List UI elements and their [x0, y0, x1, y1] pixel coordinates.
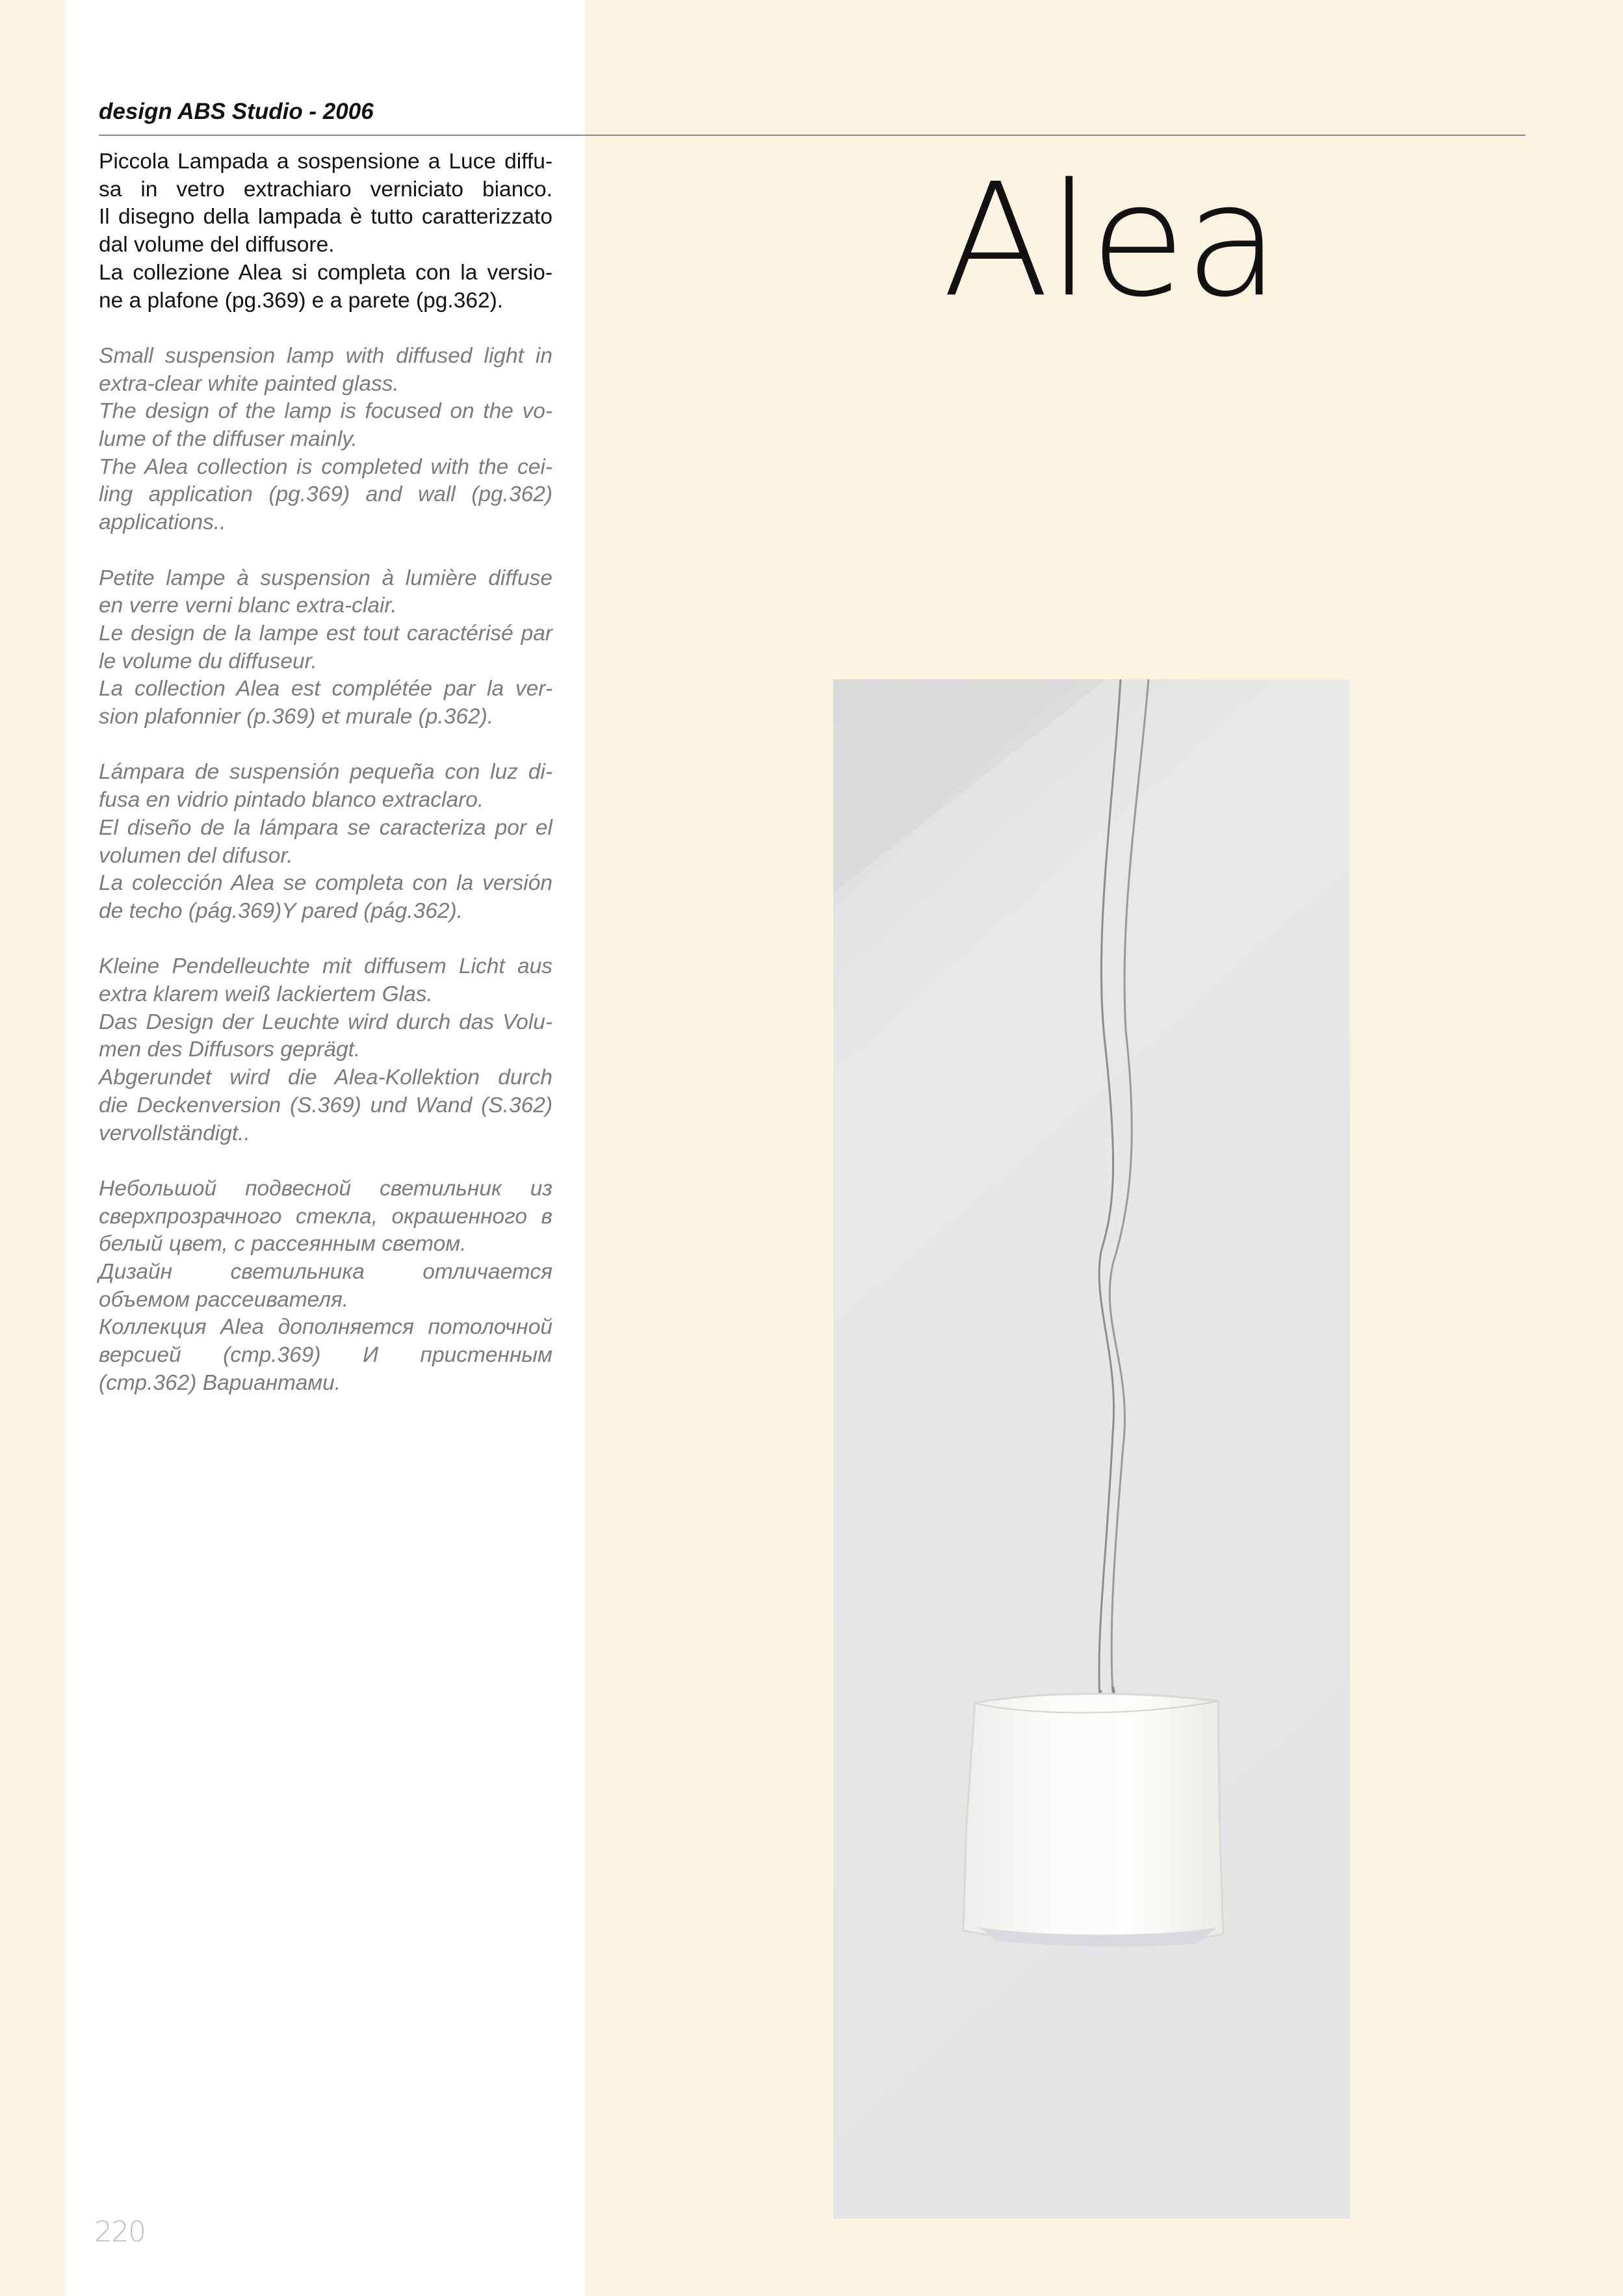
lamp-shade [963, 1694, 1223, 1943]
text-line: vervollständigt.. [99, 1121, 250, 1145]
text-line: объемом рассеивателя. [99, 1287, 349, 1312]
text-line: volumen del difusor. [99, 843, 293, 868]
text-line: La collection Alea est complétée par la ver- [99, 677, 552, 701]
text-line: men des Diffusors geprägt. [99, 1037, 361, 1062]
photo-backdrop [833, 679, 1350, 2219]
description-italian [99, 148, 552, 315]
text-line: Small suspension lamp with diffused light in [99, 343, 552, 368]
description-german [99, 953, 552, 1147]
text-line: extra klarem weiß lackiertem Glas. [99, 982, 433, 1007]
text-line: fusa en vidrio pintado blanco extraclaro. [99, 788, 484, 813]
text-line: El diseño de la lámpara se caracteriza por el [99, 815, 552, 840]
text-line: le volume du diffuseur. [99, 649, 317, 673]
pendant-lamp-illustration [833, 679, 1350, 2219]
cable-clamp [1113, 1687, 1114, 1693]
text-line: extra-clear white painted glass. [99, 371, 399, 396]
description-russian [99, 1175, 552, 1398]
text-line: The Alea collection is completed with the cei- [99, 454, 552, 479]
text-line: ling application (pg.369) and wall (pg.362) [99, 482, 552, 507]
description-french [99, 565, 552, 731]
text-line: Piccola Lampada a sospensione a Luce diffu- [99, 150, 552, 174]
design-credit: design ABS Studio - 2006 [99, 99, 374, 124]
product-title: Alea [942, 150, 1279, 332]
text-line: Kleine Pendelleuchte mit diffusem Licht aus [99, 954, 552, 979]
text-line: Дизайн светильника отличается [99, 1260, 552, 1285]
text-line: Abgerundet wird die Alea-Kollektion durch [99, 1065, 552, 1090]
text-line: Das Design der Leuchte wird durch das Volu- [99, 1010, 552, 1034]
text-line: La collezione Alea si completa con la versio- [99, 260, 552, 285]
text-line: The design of the lamp is focused on the vo- [99, 399, 552, 424]
text-line: La colección Alea se completa con la versión [99, 871, 552, 896]
text-line: Коллекция Alea дополняется потолочной [99, 1315, 552, 1340]
page-number: 220 [94, 2215, 145, 2249]
text-line: Lámpara de suspensión pequeña con luz di- [99, 760, 552, 785]
text-line: de techo (pág.369)Y pared (pág.362). [99, 898, 463, 923]
text-line: Petite lampe à suspension à lumière diffuse [99, 566, 552, 590]
text-line: белый цвет, с рассеянным светом. [99, 1232, 467, 1257]
text-line: dal volume del diffusore. [99, 233, 335, 257]
text-line: lume of the diffuser mainly. [99, 427, 357, 452]
header-rule [99, 135, 1526, 136]
text-line: Le design de la lampe est tout caractérisé par [99, 621, 552, 646]
text-line: en verre verni blanc extra-clair. [99, 594, 397, 618]
text-line: сверхпрозрачного стекла, окрашенного в [99, 1204, 552, 1229]
text-line: ne a plafone (pg.369) e a parete (pg.362). [99, 288, 504, 313]
text-line: Il disegno della lampada è tutto caratterizzato [99, 205, 552, 229]
product-photo [833, 679, 1350, 2219]
text-line: sion plafonnier (p.369) et murale (p.362). [99, 705, 494, 729]
text-line: sa in vetro extrachiaro verniciato bianco. [99, 177, 552, 202]
text-line: die Deckenversion (S.369) und Wand (S.362) [99, 1093, 552, 1117]
text-line: applications.. [99, 510, 226, 535]
text-line: (стр.362) Вариантами. [99, 1370, 341, 1395]
description-column [99, 148, 552, 1425]
description-english [99, 343, 552, 537]
description-spanish [99, 759, 552, 925]
text-line: версией (стр.369) И пристенным [99, 1343, 552, 1368]
text-line: Небольшой подвесной светильник из [99, 1176, 552, 1201]
